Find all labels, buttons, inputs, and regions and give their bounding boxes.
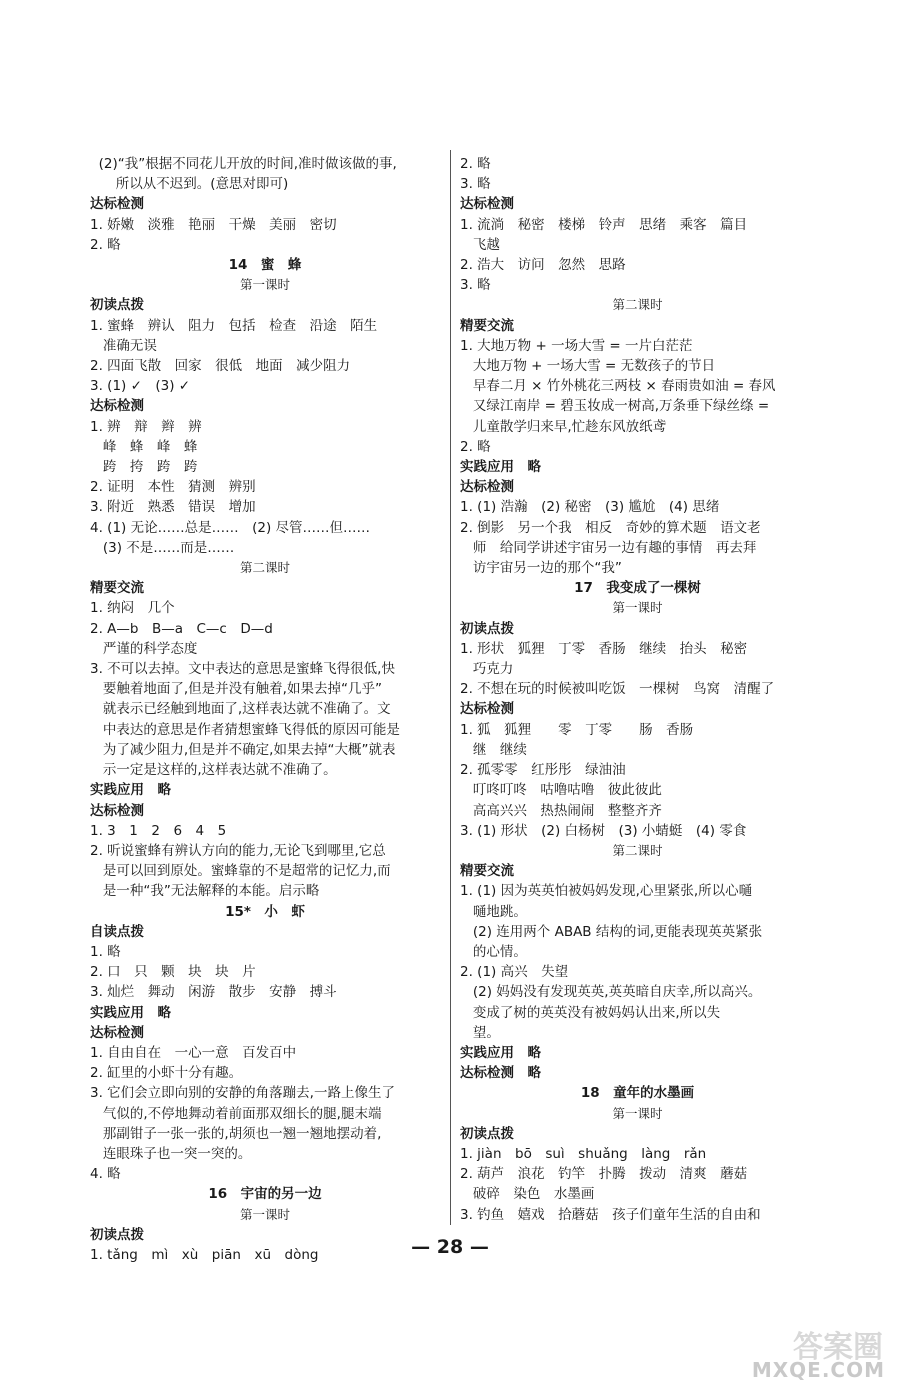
section-heading: 精要交流 [460,863,514,880]
watermark-bottom-text: MXQE.COM [751,1358,885,1382]
answer-line: 2. 口 只 颗 块 块 片 [90,964,256,981]
lesson-period: 第二课时 [239,560,290,576]
lesson-title: 15* 小 虾 [225,903,305,920]
answer-line: 1. 纳闷 几个 [90,600,175,617]
page-number: — 28 — [411,1236,489,1258]
lesson-period: 第二课时 [612,297,663,313]
answer-line: 2. 略 [460,156,491,172]
answer-line: 2. 倒影 另一个我 相反 奇妙的算术题 语文老 [460,519,761,536]
answer-line: (2)“我”根据不同花儿开放的时间,准时做该做的事, [90,156,397,172]
answer-line: 峰 蜂 峰 蜂 [90,438,198,455]
answer-line: 1. 狐 狐狸 零 丁零 肠 香肠 [460,721,694,738]
answer-line: 气似的,不停地舞动着前面那双细长的腿,腿末端 [90,1105,382,1122]
lesson-period: 第一课时 [612,600,663,616]
section-heading: 实践应用 略 [460,459,541,476]
answer-line: 2. 浩大 访问 忽然 思路 [460,257,626,274]
answer-line: 早春二月 × 竹外桃花三两枝 × 春雨贵如油 = 春风 [460,378,776,395]
answer-line: 跨 挎 跨 跨 [90,459,198,476]
answer-line: 又绿江南岸 = 碧玉妆成一树高,万条垂下绿丝绦 = [460,398,770,415]
lesson-period: 第一课时 [239,277,290,293]
answer-line: 3. 钓鱼 嬉戏 拾蘑菇 孩子们童年生活的自由和 [460,1206,761,1223]
lesson-title: 14 蜜 蜂 [228,257,302,274]
answer-line: 3. 略 [460,277,491,294]
answer-line: 3. (1) ✓ (3) ✓ [90,378,191,395]
answer-line: 3. 不可以去掉。文中表达的意思是蜜蜂飞得很低,快 [90,661,395,678]
answer-line: 破碎 染色 水墨画 [460,1186,595,1203]
answer-line: (3) 不是……而是…… [90,539,235,556]
lesson-period: 第一课时 [239,1206,290,1222]
answer-line: 严谨的科学态度 [90,640,198,657]
answer-line: 为了减少阻力,但是并不确定,如果去掉“大概”就表 [90,741,396,758]
answer-line: 是可以回到原处。蜜蜂靠的不是超常的记忆力,而 [90,863,391,880]
section-heading: 初读点拨 [90,1226,144,1243]
answer-line: 连眼珠子也一突一突的。 [90,1145,252,1162]
right-column [460,154,815,1225]
answer-line: 叮咚叮咚 咕噜咕噜 彼此彼此 [460,782,662,799]
answer-line: 访宇宙另一边的那个“我” [460,560,622,577]
answer-line: 2. 略 [90,236,121,253]
answer-line: 2. 四面飞散 回家 很低 地面 减少阻力 [90,358,351,375]
answer-line: 2. 孤零零 红彤彤 绿油油 [460,762,626,779]
column-divider [450,150,451,1225]
answer-line: 3. 灿烂 舞动 闲游 散步 安静 搏斗 [90,984,337,1001]
section-heading: 精要交流 [460,317,514,334]
answer-line: 1. jiàn bō suì shuǎng làng rǎn [460,1145,707,1162]
answer-line: 1. 形状 狐狸 丁零 香肠 继续 抬头 秘密 [460,640,748,657]
answer-line: 1. 流淌 秘密 楼梯 铃声 思绪 乘客 篇目 [460,216,748,233]
answer-line: 嗵地跳。 [460,903,527,920]
section-heading: 初读点拨 [90,297,144,314]
answer-line: 飞越 [460,236,500,253]
answer-line: 2. (1) 高兴 失望 [460,964,569,981]
answer-line: 2. 略 [460,438,491,455]
answer-line: 2. 证明 本性 猜测 辨别 [90,479,256,496]
section-heading: 实践应用 略 [460,1044,541,1061]
answer-line: 2. 不想在玩的时候被叫吃饭 一棵树 鸟窝 清醒了 [460,681,775,698]
answer-line: 那副钳子一张一张的,胡须也一翘一翘地摆动着, [90,1125,382,1142]
answer-line: 4. (1) 无论……总是…… (2) 尽管……但…… [90,519,370,536]
answer-line: 望。 [460,1024,500,1041]
answer-line: 2. 缸里的小虾十分有趣。 [90,1065,243,1082]
answer-line: (2) 妈妈没有发现英英,英英暗自庆幸,所以高兴。 [460,984,762,1001]
answer-line: 1. 蜜蜂 辨认 阻力 包括 检查 沿途 陌生 [90,317,378,334]
answer-line: 就表示已经触到地面了,这样表达就不准确了。文 [90,701,391,718]
answer-line: 2. A—b B—a C—c D—d [90,620,273,637]
answer-line: 巧克力 [460,661,514,678]
answer-line: 4. 略 [90,1166,121,1183]
answer-line: 示一定是这样的,这样表达就不准确了。 [90,762,337,779]
answer-line: 1. 大地万物 + 一场大雪 = 一片白茫茫 [460,337,693,354]
answer-line: 是一种“我”无法解释的本能。启示略 [90,883,320,900]
answer-line: 变成了树的英英没有被妈妈认出来,所以失 [460,1004,721,1021]
answer-line: 1. 娇嫩 淡雅 艳丽 干燥 美丽 密切 [90,216,337,233]
section-heading: 达标检测 略 [460,1065,541,1082]
answer-line: 1. 辨 辩 辫 辨 [90,418,202,435]
section-heading: 自读点拨 [90,923,144,940]
answer-line: 3. (1) 形状 (2) 白杨树 (3) 小蜻蜓 (4) 零食 [460,822,747,839]
lesson-title: 17 我变成了一棵树 [574,580,701,597]
watermark-top-text: 答案圈 [793,1330,883,1365]
answer-line: 儿童散学归来早,忙趁东风放纸鸢 [460,418,667,435]
answer-line: 大地万物 + 一场大雪 = 无数孩子的节日 [460,358,716,375]
answer-line: 2. 听说蜜蜂有辨认方向的能力,无论飞到哪里,它总 [90,842,386,859]
answer-line: 3. 它们会立即向别的安静的角落蹦去,一路上像生了 [90,1085,395,1102]
left-column [90,154,440,1265]
answer-line: 高高兴兴 热热闹闹 整整齐齐 [460,802,662,819]
section-heading: 达标检测 [90,196,144,213]
section-heading: 实践应用 略 [90,782,171,799]
section-heading: 达标检测 [460,479,514,496]
answer-line: 继 继续 [460,741,527,758]
section-heading: 达标检测 [460,196,514,213]
section-heading: 初读点拨 [460,620,514,637]
answer-line: 2. 葫芦 浪花 钓竿 扑腾 拨动 清爽 蘑菇 [460,1166,748,1183]
answer-line: 1. 自由自在 一心一意 百发百中 [90,1044,297,1061]
answer-line: 准确无误 [90,337,157,354]
answer-line: 1. (1) 浩瀚 (2) 秘密 (3) 尴尬 (4) 思绪 [460,499,720,516]
answer-line: 的心情。 [460,943,527,960]
lesson-title: 18 童年的水墨画 [580,1085,695,1102]
section-heading: 精要交流 [90,580,144,597]
answer-line: 1. tǎng mì xù piān xū dòng [90,1246,319,1263]
answer-line: 所以从不迟到。(意思对即可) [90,176,289,193]
answer-line: 要触着地面了,但是并没有触着,如果去掉“几乎” [90,681,382,698]
lesson-period: 第二课时 [612,842,663,858]
lesson-title: 16 宇宙的另一边 [208,1186,322,1203]
answer-line: 中表达的意思是作者猜想蜜蜂飞得低的原因可能是 [90,721,400,738]
answer-line: 师 给同学讲述宇宙另一边有趣的事情 再去拜 [460,539,757,556]
section-heading: 达标检测 [460,701,514,718]
answer-line: (2) 连用两个 ABAB 结构的词,更能表现英英紧张 [460,923,763,940]
answer-line: 1. 3 1 2 6 4 5 [90,822,227,839]
section-heading: 达标检测 [90,802,144,819]
watermark-logo [735,1322,895,1386]
answer-line: 3. 附近 熟悉 错误 增加 [90,499,256,516]
section-heading: 达标检测 [90,1024,144,1041]
section-heading: 实践应用 略 [90,1004,171,1021]
answer-line: 1. 略 [90,943,121,960]
lesson-period: 第一课时 [612,1105,663,1121]
section-heading: 初读点拨 [460,1125,514,1142]
section-heading: 达标检测 [90,398,144,415]
answer-line: 3. 略 [460,176,491,193]
answer-line: 1. (1) 因为英英怕被妈妈发现,心里紧张,所以心嗵 [460,883,753,900]
